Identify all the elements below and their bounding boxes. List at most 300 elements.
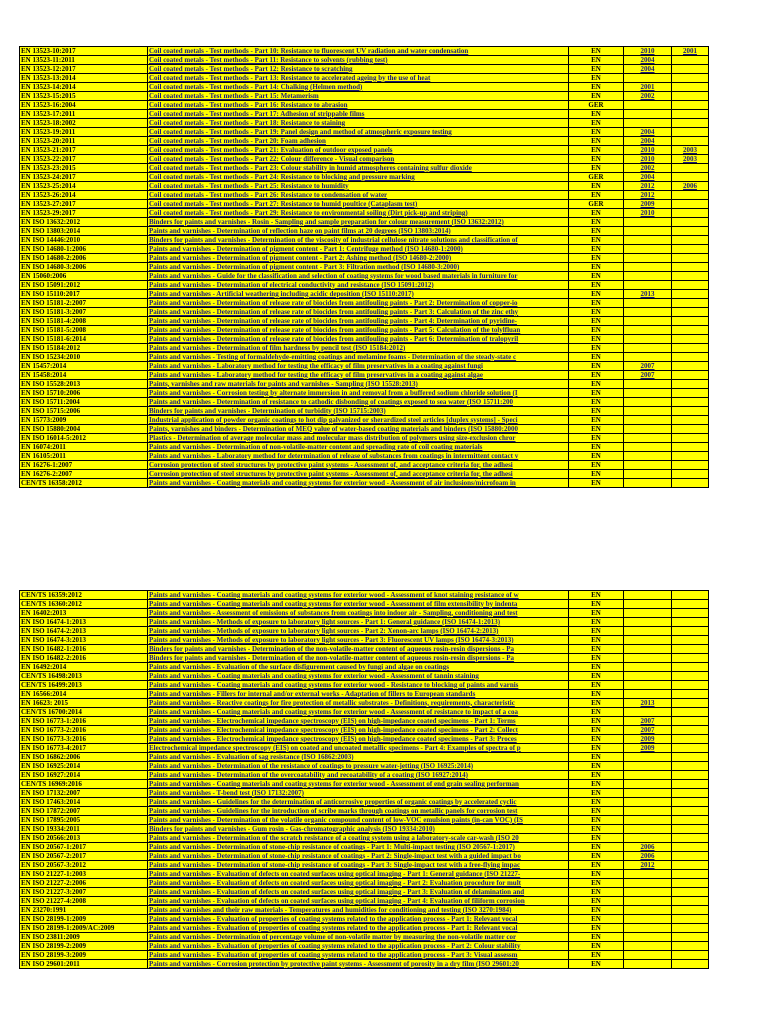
- year-link: [672, 173, 709, 182]
- year-link[interactable]: 2010: [624, 155, 672, 164]
- year-link: [624, 897, 672, 906]
- standard-number: EN ISO 17895:2005: [20, 816, 148, 825]
- year-link: [672, 861, 709, 870]
- standard-title-link[interactable]: Paints and varnishes - Evaluation of defects on coated surfaces using optical imaging - Part 2: Evaluation procedure for mult: [148, 879, 569, 888]
- standard-title-link[interactable]: Paints and varnishes - Determination of pigment content - Part 2: Ashing method (ISO 14680-2:2000): [148, 254, 569, 263]
- table-row: [20, 807, 709, 816]
- standard-title-link[interactable]: Coil coated metals - Test methods - Part 22: Colour difference - Visual comparison: [148, 155, 569, 164]
- standard-number: EN 13523-27:2017: [20, 200, 148, 209]
- year-link[interactable]: 2006: [624, 843, 672, 852]
- year-link: [624, 227, 672, 236]
- year-link: [672, 83, 709, 92]
- year-link[interactable]: 2009: [624, 744, 672, 753]
- language-code: EN: [569, 888, 624, 897]
- standard-number: EN ISO 16773-4:2017: [20, 744, 148, 753]
- language-code: EN: [569, 870, 624, 879]
- table-row: [20, 636, 709, 645]
- standard-number: EN ISO 15181-2:2007: [20, 299, 148, 308]
- year-link: [624, 600, 672, 609]
- year-link: [624, 416, 672, 425]
- year-link[interactable]: 2003: [672, 155, 709, 164]
- standard-title-link[interactable]: Paints and varnishes - Evaluation of defects on coated surfaces using optical imaging - Part 4: Evaluation of filiform corrosion: [148, 897, 569, 906]
- standard-title-link[interactable]: Electrochemical impedance spectroscopy (EIS) on coated and uncoated metallic specimens - Part 4: Examples of spectra of p: [148, 744, 569, 753]
- standard-title-link[interactable]: Paints and varnishes - Laboratory method for testing the efficacy of film preservatives in a coating against algae: [148, 371, 569, 380]
- language-code: EN: [569, 771, 624, 780]
- table-row: [20, 825, 709, 834]
- language-code: EN: [569, 744, 624, 753]
- language-code: EN: [569, 227, 624, 236]
- standard-title-link[interactable]: Paints and varnishes - Determination of pigment content - Part 1: Centrifuge method (ISO 14680-1:2000): [148, 245, 569, 254]
- language-code: EN: [569, 254, 624, 263]
- year-link: [672, 272, 709, 281]
- standard-title-link[interactable]: Paints and varnishes - Corrosion testing by alternate immersion in and removal from a buffered sodium chloride solution (I: [148, 389, 569, 398]
- standard-number: EN 13523-15:2015: [20, 92, 148, 101]
- year-link: [672, 645, 709, 654]
- standard-number: EN 16623: 2015: [20, 699, 148, 708]
- language-code: EN: [569, 915, 624, 924]
- standard-title-link[interactable]: Coil coated metals - Test methods - Part 23: Colour stability in humid atmospheres containing sulfur dioxide: [148, 164, 569, 173]
- table-row: [20, 74, 709, 83]
- standard-title-link[interactable]: Paints and varnishes - Guide for the classification and selection of coating systems for wood based materials in furniture for: [148, 272, 569, 281]
- standard-title-link[interactable]: Paints and varnishes - Testing of formaldehyde-emitting coatings and melamine foams - Determination of the steady-state c: [148, 353, 569, 362]
- standard-title-link[interactable]: Paints and varnishes - Determination of percentage volume of non-volatile matter by measuring the non-volatile matter cor: [148, 933, 569, 942]
- year-link: [624, 672, 672, 681]
- standard-title-link[interactable]: Paints and varnishes - Artificial weathering including acidic deposition (ISO 15110:2017): [148, 290, 569, 299]
- standard-title-link[interactable]: Paints and varnishes - Determination of the resistance of coatings to pressure water-jetting (ISO 16925:2014): [148, 762, 569, 771]
- year-link: [624, 591, 672, 600]
- table-row: [20, 434, 709, 443]
- standard-title-link[interactable]: Binders for paints and varnishes - Determination of the viscosity of industrial cellulose nitrate solutions and classification of: [148, 236, 569, 245]
- standard-title-link[interactable]: Paints and varnishes - Guidelines for the determination of anticorrosive properties of organic coatings by accelerated cyclic: [148, 798, 569, 807]
- standard-number: EN 16074:2011: [20, 443, 148, 452]
- year-link: [672, 434, 709, 443]
- standard-title-link[interactable]: Paints, varnishes and raw materials for paints and varnishes - Sampling (ISO 15528:2013): [148, 380, 569, 389]
- year-link[interactable]: 2007: [624, 726, 672, 735]
- standard-title-link[interactable]: Paints and varnishes - Determination of resistance to cathodic disbonding of coatings exposed to sea water (ISO 15711:200: [148, 398, 569, 407]
- standard-number: EN ISO 29601:2011: [20, 960, 148, 969]
- language-code: EN: [569, 672, 624, 681]
- year-link: [672, 600, 709, 609]
- table-row: [20, 924, 709, 933]
- standard-title-link[interactable]: Paints and varnishes - Determination of stone-chip resistance of coatings - Part 3: Single-impact test with a free-flying impac: [148, 861, 569, 870]
- year-link: [624, 753, 672, 762]
- year-link: [624, 870, 672, 879]
- year-link[interactable]: 2009: [624, 735, 672, 744]
- standard-title-link[interactable]: Paints and varnishes - Laboratory method for determination of release of substances from coatings in intermittent contact v: [148, 452, 569, 461]
- standard-title-link[interactable]: Paints and varnishes - Fillers for internal and/or external works - Adaptation of fillers to European standards: [148, 690, 569, 699]
- standard-title-link[interactable]: Coil coated metals - Test methods - Part 17: Adhesion of strippable films: [148, 110, 569, 119]
- year-link: [624, 353, 672, 362]
- table-row: [20, 290, 709, 299]
- table-row: [20, 335, 709, 344]
- year-link: [672, 344, 709, 353]
- language-code: EN: [569, 735, 624, 744]
- standard-title-link[interactable]: Coil coated metals - Test methods - Part 19: Panel design and method of atmospheric exposure testing: [148, 128, 569, 137]
- language-code: EN: [569, 74, 624, 83]
- table-row: [20, 870, 709, 879]
- standard-title-link[interactable]: Paints and varnishes - Determination of reflection haze on paint films at 20 degrees (ISO 13803:2014): [148, 227, 569, 236]
- standard-title-link[interactable]: Plastics - Determination of average molecular mass and molecular mass distribution of polymers using size-exclusion chror: [148, 434, 569, 443]
- year-link: [624, 816, 672, 825]
- standard-title-link[interactable]: Paints and varnishes - Determination of non-volatile-matter content and spreading rate of coil coating materials: [148, 443, 569, 452]
- language-code: EN: [569, 825, 624, 834]
- standard-title-link[interactable]: Paints and varnishes - Determination of stone-chip resistance of coatings - Part 1: Multi-impact testing (ISO 20567-1:2017): [148, 843, 569, 852]
- standard-title-link[interactable]: Binders for paints and varnishes - Gum rosin - Gas-chromatographic analysis (ISO 19334:2010): [148, 825, 569, 834]
- standard-number: CEN/TS 16358:2012: [20, 479, 148, 488]
- standard-title-link[interactable]: Coil coated metals - Test methods - Part 12: Resistance to scratching: [148, 65, 569, 74]
- standard-title-link[interactable]: Binders for paints and varnishes - Determination of the non-volatile-matter content of aqueous rosin-resin dispersions - Pa: [148, 654, 569, 663]
- standard-title-link[interactable]: Paints and varnishes - Evaluation of properties of coating systems related to the application process - Part 2: Colour stability: [148, 942, 569, 951]
- table-row: [20, 299, 709, 308]
- year-link[interactable]: 2013: [624, 290, 672, 299]
- table-row: [20, 591, 709, 600]
- standard-number: EN ISO 17132:2007: [20, 789, 148, 798]
- standard-title-link[interactable]: Coil coated metals - Test methods - Part 10: Resistance to fluorescent UV radiation and water condensation: [148, 47, 569, 56]
- standard-number: EN 13523-21:2017: [20, 146, 148, 155]
- year-link: [672, 362, 709, 371]
- standard-number: EN 15458:2014: [20, 371, 148, 380]
- language-code: EN: [569, 47, 624, 56]
- year-link[interactable]: 2010: [624, 209, 672, 218]
- table-row: [20, 780, 709, 789]
- language-code: EN: [569, 852, 624, 861]
- standard-title-link[interactable]: Paints and varnishes - Electrochemical impedance spectroscopy (EIS) on high-impedance coated specimens - Part 3: Proces: [148, 735, 569, 744]
- year-link[interactable]: 2007: [624, 717, 672, 726]
- standard-title-link[interactable]: Paints and varnishes - Determination of the volatile organic compound content of low-VOC emulsion paints (in-can VOC) (IS: [148, 816, 569, 825]
- table-row: [20, 600, 709, 609]
- year-link[interactable]: 2013: [624, 699, 672, 708]
- language-code: EN: [569, 618, 624, 627]
- year-link: [672, 798, 709, 807]
- language-code: EN: [569, 83, 624, 92]
- year-link: [672, 708, 709, 717]
- year-link[interactable]: 2007: [624, 362, 672, 371]
- language-code: EN: [569, 362, 624, 371]
- table-row: [20, 951, 709, 960]
- standard-number: EN ISO 28199-3:2009: [20, 951, 148, 960]
- standard-title-link[interactable]: Coil coated metals - Test methods - Part 11: Resistance to solvents (rubbing test): [148, 56, 569, 65]
- year-link: [624, 254, 672, 263]
- year-link[interactable]: 2012: [624, 182, 672, 191]
- year-link: [672, 218, 709, 227]
- standard-number: CEN/TS 16969:2016: [20, 780, 148, 789]
- table-row: [20, 101, 709, 110]
- language-code: EN: [569, 879, 624, 888]
- year-link: [624, 636, 672, 645]
- standard-title-link[interactable]: Industrial application of powder organic coatings to hot dip galvanized or sherardized steel articles [duplex systems] - Speci: [148, 416, 569, 425]
- year-link: [672, 74, 709, 83]
- year-link: [672, 299, 709, 308]
- year-link: [672, 942, 709, 951]
- standard-title-link[interactable]: Paints and varnishes - Evaluation of defects on coated surfaces using optical imaging - Part 1: General guidance (ISO 21227-: [148, 870, 569, 879]
- standard-title-link[interactable]: Paints and varnishes - Determination of electrical conductivity and resistance (ISO 15091:2012): [148, 281, 569, 290]
- table-row: [20, 218, 709, 227]
- standard-number: EN ISO 13632:2012: [20, 218, 148, 227]
- standard-title-link[interactable]: Paints and varnishes and their raw materials - Temperatures and humidities for conditioning and testing (ISO 3270:1984): [148, 906, 569, 915]
- standard-title-link[interactable]: Paints and varnishes - Evaluation of the surface disfigurement caused by fungi and algae on coatings: [148, 663, 569, 672]
- year-link: [624, 762, 672, 771]
- standard-title-link[interactable]: Coil coated metals - Test methods - Part 21: Evaluation of outdoor exposed panels: [148, 146, 569, 155]
- table-row: [20, 470, 709, 479]
- year-link[interactable]: 2012: [624, 191, 672, 200]
- standard-title-link[interactable]: Paints and varnishes - Coating materials and coating systems for exterior wood - Assessment of tannin staining: [148, 672, 569, 681]
- standard-title-link[interactable]: Paints and varnishes - Coating materials and coating systems for exterior wood - Assessment of resistance to impact of a coa: [148, 708, 569, 717]
- standard-number: EN ISO 28199-2:2009: [20, 942, 148, 951]
- year-link: [672, 726, 709, 735]
- year-link: [672, 591, 709, 600]
- year-link[interactable]: 2006: [672, 182, 709, 191]
- standard-title-link[interactable]: Coil coated metals - Test methods - Part 13: Resistance to accelerated ageing by the use of heat: [148, 74, 569, 83]
- language-code: EN: [569, 272, 624, 281]
- year-link: [624, 317, 672, 326]
- year-link: [624, 425, 672, 434]
- standard-number: EN ISO 28199-1:2009/AC:2009: [20, 924, 148, 933]
- standard-number: EN 13523-12:2017: [20, 65, 148, 74]
- standard-title-link[interactable]: Coil coated metals - Test methods - Part 18: Resistance to staining: [148, 119, 569, 128]
- year-link: [672, 281, 709, 290]
- year-link: [624, 218, 672, 227]
- year-link: [624, 663, 672, 672]
- year-link: [672, 816, 709, 825]
- year-link: [672, 56, 709, 65]
- year-link: [624, 834, 672, 843]
- language-code: EN: [569, 924, 624, 933]
- table-row: [20, 861, 709, 870]
- standard-title-link[interactable]: Binders for paints and varnishes - Determination of the non-volatile-matter content of aqueous rosin-resin dispersions - Pa: [148, 645, 569, 654]
- standard-title-link[interactable]: Paints and varnishes - Evaluation of properties of coating systems related to the application process - Part 3: Visual assessm: [148, 951, 569, 960]
- language-code: EN: [569, 434, 624, 443]
- language-code: EN: [569, 344, 624, 353]
- language-code: EN: [569, 753, 624, 762]
- language-code: EN: [569, 452, 624, 461]
- standard-title-link[interactable]: Paints and varnishes - Determination of film hardness by pencil test (ISO 15184:2012): [148, 344, 569, 353]
- language-code: EN: [569, 708, 624, 717]
- year-link[interactable]: 2004: [624, 128, 672, 137]
- standard-title-link[interactable]: Paints and varnishes - Coating materials and coating systems for exterior wood - Assessment of film extensibility by indenta: [148, 600, 569, 609]
- standard-number: EN 13523-24:2017: [20, 173, 148, 182]
- table-row: [20, 726, 709, 735]
- standard-title-link[interactable]: Paints and varnishes - Guidelines for the introduction of scribe marks through coatings on metallic panels for corrosion test: [148, 807, 569, 816]
- year-link: [672, 479, 709, 488]
- standard-title-link[interactable]: Coil coated metals - Test methods - Part 15: Metamerism: [148, 92, 569, 101]
- standard-title-link[interactable]: Binders for paints and varnishes - Rosin - Sampling and sample preparation for colour measurement (ISO 13632:2012): [148, 218, 569, 227]
- standard-number: EN 13523-14:2014: [20, 83, 148, 92]
- year-link[interactable]: 2006: [624, 852, 672, 861]
- year-link: [672, 389, 709, 398]
- year-link: [624, 654, 672, 663]
- standard-title-link[interactable]: Paints and varnishes - Coating materials and coating systems for exterior wood - Assessment of air inclusions/microfoam in: [148, 479, 569, 488]
- year-link: [624, 933, 672, 942]
- year-link[interactable]: 2001: [624, 83, 672, 92]
- year-link[interactable]: 2010: [624, 146, 672, 155]
- standard-title-link[interactable]: Paints and varnishes - Determination of release rate of biocides from antifouling paints - Part 3: Calculation of the zinc ethy: [148, 308, 569, 317]
- standard-title-link[interactable]: Paints and varnishes - Determination of release rate of biocides from antifouling paints - Part 2: Determination of copper-io: [148, 299, 569, 308]
- table-row: [20, 690, 709, 699]
- standard-title-link[interactable]: Coil coated metals - Test methods - Part 16: Resistance to abrasion: [148, 101, 569, 110]
- standard-title-link[interactable]: Paints and varnishes - Determination of stone-chip resistance of coatings - Part 2: Single-impact test with a guided impact bo: [148, 852, 569, 861]
- standard-number: EN 13523-17:2011: [20, 110, 148, 119]
- standard-number: EN ISO 16927:2014: [20, 771, 148, 780]
- standard-number: EN ISO 15710:2006: [20, 389, 148, 398]
- table-row: [20, 110, 709, 119]
- standard-number: EN ISO 20567-2:2017: [20, 852, 148, 861]
- table-row: [20, 56, 709, 65]
- language-code: EN: [569, 461, 624, 470]
- language-code: EN: [569, 218, 624, 227]
- table-row: [20, 155, 709, 164]
- standard-title-link[interactable]: Paints and varnishes - Evaluation of defects on coated surfaces using optical imaging - Part 3: Evaluation of delamination and: [148, 888, 569, 897]
- standards-table-2: [19, 590, 709, 969]
- language-code: EN: [569, 299, 624, 308]
- standard-number: EN ISO 15181-3:2007: [20, 308, 148, 317]
- standard-number: EN 13523-22:2017: [20, 155, 148, 164]
- standard-title-link[interactable]: Coil coated metals - Test methods - Part 29: Resistance to environmental soiling (Dirt pick-up and striping): [148, 209, 569, 218]
- table-body-1: [20, 47, 709, 488]
- year-link[interactable]: 2004: [624, 137, 672, 146]
- standard-title-link[interactable]: Coil coated metals - Test methods - Part 25: Resistance to humidity: [148, 182, 569, 191]
- year-link[interactable]: 2010: [624, 47, 672, 56]
- language-code: EN: [569, 681, 624, 690]
- year-link[interactable]: 2004: [624, 56, 672, 65]
- year-link[interactable]: 2007: [624, 371, 672, 380]
- standard-title-link[interactable]: Paints and varnishes - Evaluation of properties of coating systems related to the application process - Part 1: Relevant vocal: [148, 924, 569, 933]
- language-code: EN: [569, 942, 624, 951]
- table-row: [20, 200, 709, 209]
- year-link: [624, 407, 672, 416]
- standard-title-link[interactable]: Coil coated metals - Test methods - Part 27: Resistance to humid poultice (Cataplasm test): [148, 200, 569, 209]
- standard-title-link[interactable]: Paints and varnishes - Determination of release rate of biocides from antifouling paints - Part 6: Determination of tralopyril: [148, 335, 569, 344]
- language-code: EN: [569, 816, 624, 825]
- standard-number: EN 15060:2006: [20, 272, 148, 281]
- language-code: EN: [569, 317, 624, 326]
- year-link: [624, 645, 672, 654]
- year-link[interactable]: 2003: [672, 146, 709, 155]
- standard-title-link[interactable]: Paints and varnishes - Determination of the scratch resistance of a coating system using a laboratory-scale car-wash (ISO 20: [148, 834, 569, 843]
- standard-number: EN 13523-20:2011: [20, 137, 148, 146]
- year-link[interactable]: 2004: [624, 65, 672, 74]
- year-link[interactable]: 2001: [672, 47, 709, 56]
- standard-title-link[interactable]: Paints and varnishes - Methods of exposure to laboratory light sources - Part 3: Fluorescent UV lamps (ISO 16474-3:2013): [148, 636, 569, 645]
- year-link: [624, 326, 672, 335]
- year-link: [672, 470, 709, 479]
- year-link: [624, 789, 672, 798]
- language-code: EN: [569, 798, 624, 807]
- year-link: [672, 236, 709, 245]
- standard-number: EN ISO 14680-1:2006: [20, 245, 148, 254]
- standard-title-link[interactable]: Paints and varnishes - Electrochemical impedance spectroscopy (EIS) on high-impedance coated specimens - Part 1: Terms: [148, 717, 569, 726]
- table-row: [20, 47, 709, 56]
- standard-title-link[interactable]: Paints and varnishes - T-bend test (ISO 17132:2007): [148, 789, 569, 798]
- standard-number: EN ISO 15234:2010: [20, 353, 148, 362]
- standard-number: CEN/TS 16499:2013: [20, 681, 148, 690]
- language-code: EN: [569, 834, 624, 843]
- year-link: [672, 915, 709, 924]
- year-link: [624, 681, 672, 690]
- table-row: [20, 852, 709, 861]
- standard-title-link[interactable]: Paints and varnishes - Coating materials and coating systems for exterior wood - Assessment of end grain sealing performan: [148, 780, 569, 789]
- table-row: [20, 609, 709, 618]
- table-row: [20, 753, 709, 762]
- language-code: EN: [569, 290, 624, 299]
- standard-title-link[interactable]: Paints and varnishes - Coating materials and coating systems for exterior wood - Resistance to blocking of paints and varnis: [148, 681, 569, 690]
- standard-title-link[interactable]: Coil coated metals - Test methods - Part 24: Resistance to blocking and pressure marking: [148, 173, 569, 182]
- language-code: EN: [569, 762, 624, 771]
- standard-title-link[interactable]: Paints and varnishes - Reactive coatings for fire protection of metallic substrates - Definitions, requirements, characteristic: [148, 699, 569, 708]
- year-link[interactable]: 2009: [624, 200, 672, 209]
- year-link: [672, 326, 709, 335]
- standard-title-link[interactable]: Corrosion protection of steel structures by protective paint systems - Assessment of, and acceptance criteria for, the adhesi: [148, 461, 569, 470]
- standard-title-link[interactable]: Coil coated metals - Test methods - Part 14: Chalking (Helmen method): [148, 83, 569, 92]
- year-link[interactable]: 2002: [624, 164, 672, 173]
- year-link[interactable]: 2012: [624, 861, 672, 870]
- year-link[interactable]: 2004: [624, 173, 672, 182]
- table-row: [20, 461, 709, 470]
- standard-title-link[interactable]: Paints and varnishes - Determination of the overcoatability and recoatability of a coating (ISO 16927:2014): [148, 771, 569, 780]
- language-code: EN: [569, 690, 624, 699]
- standard-title-link[interactable]: Paints and varnishes - Laboratory method for testing the efficacy of film preservatives in a coating against fungi: [148, 362, 569, 371]
- table-row: [20, 146, 709, 155]
- table-row: [20, 942, 709, 951]
- language-code: EN: [569, 389, 624, 398]
- standard-title-link[interactable]: Paints, varnishes and binders - Determination of MEQ value of water-based coating materials and binders (ISO 15880:2000: [148, 425, 569, 434]
- year-link: [672, 317, 709, 326]
- year-link: [624, 915, 672, 924]
- year-link: [672, 852, 709, 861]
- table-row: [20, 263, 709, 272]
- standard-number: EN ISO 15181-4:2008: [20, 317, 148, 326]
- table-row: [20, 245, 709, 254]
- table-row: [20, 798, 709, 807]
- standard-title-link[interactable]: Paints and varnishes - Evaluation of properties of coating systems related to the application process - Part 1: Relevant vocal: [148, 915, 569, 924]
- standard-title-link[interactable]: Binders for paints and varnishes - Determination of turbidity (ISO 15715:2003): [148, 407, 569, 416]
- standard-number: EN ISO 14680-2:2006: [20, 254, 148, 263]
- standard-title-link[interactable]: Paints and varnishes - Determination of pigment content - Part 3: Filtration method (ISO 14680-3:2000): [148, 263, 569, 272]
- year-link: [672, 609, 709, 618]
- year-link: [624, 771, 672, 780]
- standard-title-link[interactable]: Paints and varnishes - Methods of exposure to laboratory light sources - Part 1: General guidance (ISO 16474-1:2013): [148, 618, 569, 627]
- table-row: [20, 362, 709, 371]
- standard-title-link[interactable]: Corrosion protection of steel structures by protective paint systems - Assessment of, and acceptance criteria for, the adhesi: [148, 470, 569, 479]
- standard-title-link[interactable]: Coil coated metals - Test methods - Part 26: Resistance to condensation of water: [148, 191, 569, 200]
- standard-number: EN 13523-23:2015: [20, 164, 148, 173]
- standard-title-link[interactable]: Paints and varnishes - Determination of release rate of biocides from antifouling paints - Part 5: Calculation of the tolylfluan: [148, 326, 569, 335]
- language-code: EN: [569, 479, 624, 488]
- standard-title-link[interactable]: Paints and varnishes - Determination of release rate of biocides from antifouling paints - Part 4: Determination of pyridine-: [148, 317, 569, 326]
- table-row: [20, 960, 709, 969]
- standard-title-link[interactable]: Paints and varnishes - Methods of exposure to laboratory light sources - Part 2: Xenon-arc lamps (ISO 16474-2:2013): [148, 627, 569, 636]
- year-link: [672, 753, 709, 762]
- standard-title-link[interactable]: Paints and varnishes - Corrosion protection by protective paint systems - Assessment of porosity in a dry film (ISO 29601:20: [148, 960, 569, 969]
- standard-title-link[interactable]: Paints and varnishes - Electrochemical impedance spectroscopy (EIS) on high-impedance coated specimens - Part 2: Collect: [148, 726, 569, 735]
- standard-number: EN ISO 16773-1:2016: [20, 717, 148, 726]
- year-link[interactable]: 2002: [624, 92, 672, 101]
- year-link: [672, 906, 709, 915]
- year-link: [672, 834, 709, 843]
- standard-number: EN ISO 15181-6:2014: [20, 335, 148, 344]
- language-code: EN: [569, 326, 624, 335]
- standard-title-link[interactable]: Paints and varnishes - Coating materials and coating systems for exterior wood - Assessment of knot staining resistance of w: [148, 591, 569, 600]
- year-link: [672, 717, 709, 726]
- language-code: EN: [569, 843, 624, 852]
- standard-title-link[interactable]: Paints and varnishes - Assessment of emissions of substances from coatings into indoor air - Sampling, conditioning and test: [148, 609, 569, 618]
- year-link: [624, 398, 672, 407]
- year-link: [624, 272, 672, 281]
- table-row: [20, 933, 709, 942]
- year-link: [624, 951, 672, 960]
- standard-title-link[interactable]: Paints and varnishes - Evaluation of sag resistance (ISO 16862:2003): [148, 753, 569, 762]
- language-code: EN: [569, 470, 624, 479]
- standard-title-link[interactable]: Coil coated metals - Test methods - Part 20: Foam adhesion: [148, 137, 569, 146]
